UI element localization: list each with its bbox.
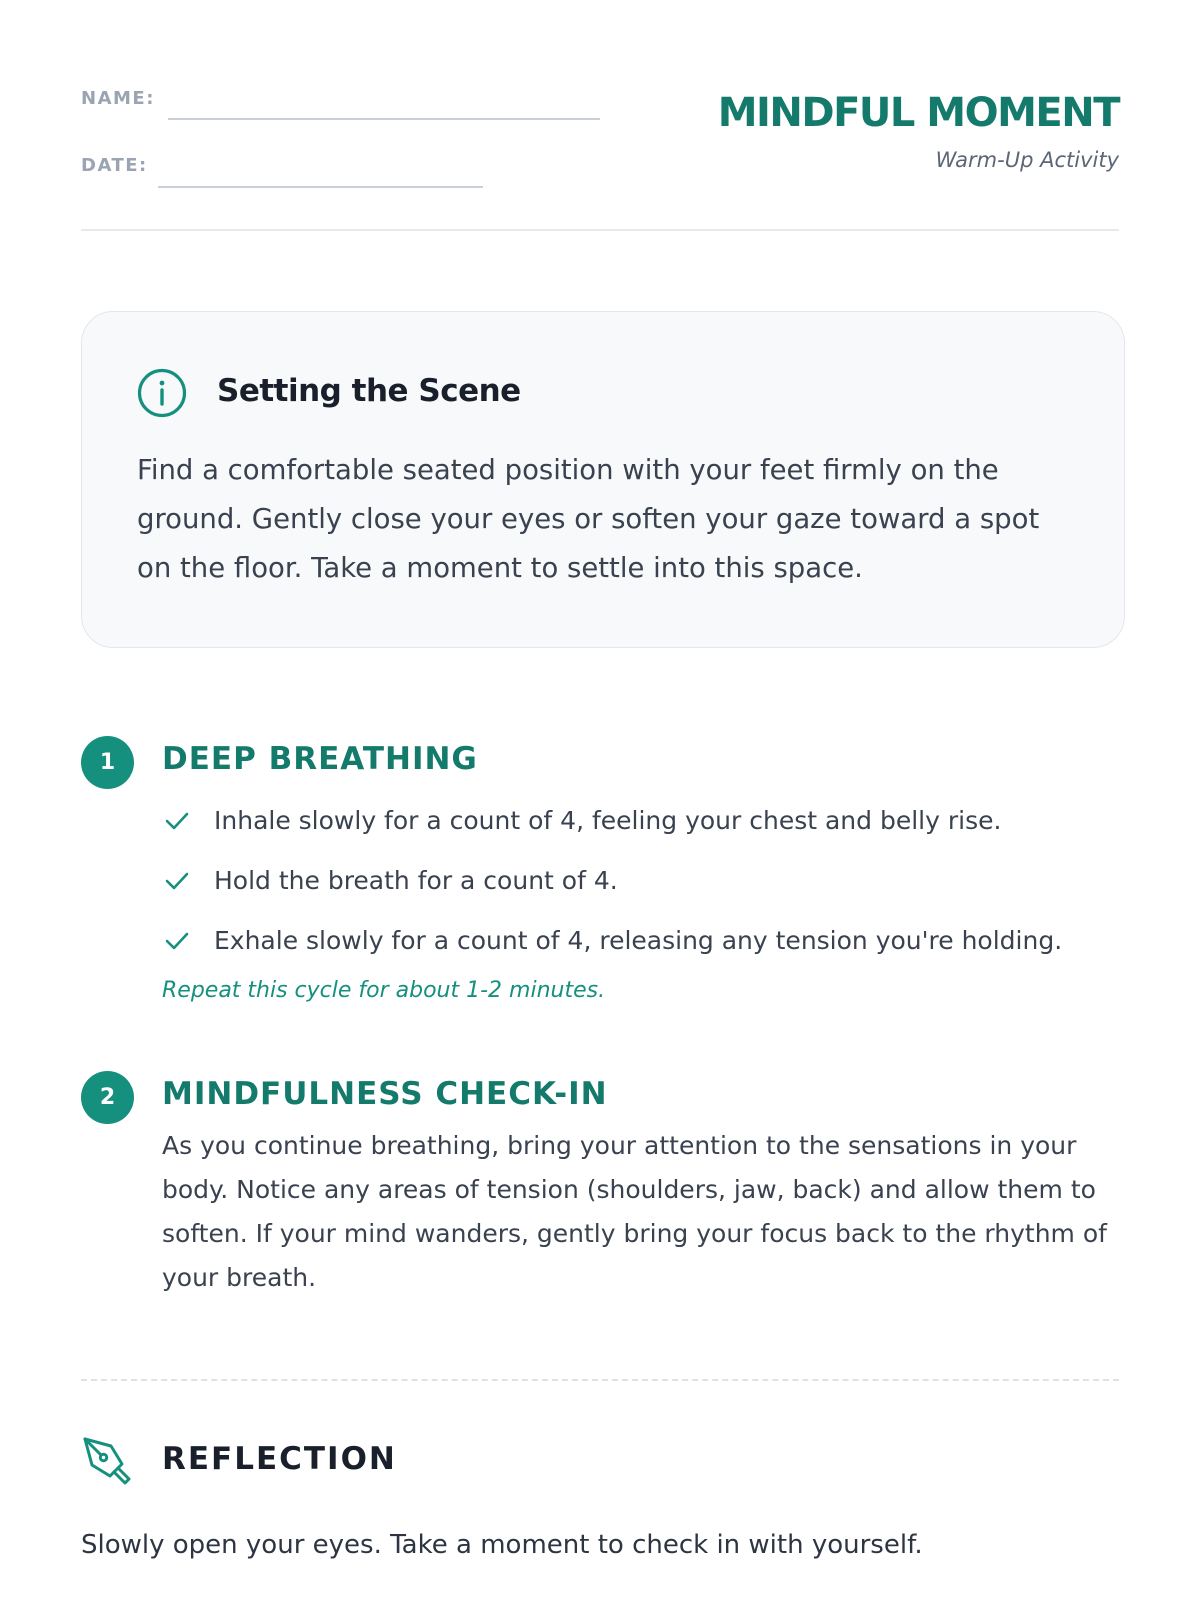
reflection-text: Slowly open your eyes. Take a moment to check in with yourself. [81, 1530, 923, 1560]
step-number-badge: 1 [81, 736, 134, 789]
list-item-text: Hold the breath for a count of 4. [214, 865, 618, 895]
list-item [162, 860, 618, 900]
list-item [162, 800, 1001, 840]
list-item-text: Exhale slowly for a count of 4, releasing any tension you're holding. [214, 925, 1063, 955]
scene-title: Setting the Scene [217, 373, 521, 409]
list-item-text: Inhale slowly for a count of 4, feeling your chest and belly rise. [214, 805, 1002, 835]
header-divider [81, 229, 1119, 231]
scene-text: Find a comfortable seated position with your feet firmly on the ground. Gently close your eyes or soften your gaze toward a spot on the floor. Take a moment to settle into this space. [137, 454, 1040, 584]
check-icon [162, 805, 192, 835]
reflection-title: REFLECTION [162, 1441, 397, 1477]
check-icon [162, 925, 192, 955]
section-title-deep-breathing: DEEP BREATHING [162, 741, 478, 777]
list-item [162, 920, 1062, 960]
page-title: MINDFUL MOMENT [717, 90, 1119, 136]
scene-card [81, 311, 1125, 648]
page-subtitle: Warm-Up Activity [935, 148, 1119, 172]
check-in-text: As you continue breathing, bring your attention to the sensations in your body. Notice any areas of tension (shoulders, jaw, back) and allow them to soften. If your mind wanders, gently bring your focus back to the rhythm of your breath. [162, 1131, 1107, 1292]
repeat-note: Repeat this cycle for about 1-2 minutes. [162, 978, 606, 1003]
date-label: DATE: [81, 155, 148, 176]
section-title-mindfulness-check-in: MINDFULNESS CHECK-IN [162, 1076, 608, 1112]
name-line[interactable] [168, 118, 600, 120]
pen-nib-icon [81, 1435, 133, 1487]
name-label: NAME: [81, 88, 155, 109]
check-icon [162, 865, 192, 895]
info-icon [137, 368, 187, 418]
step-number-badge: 2 [81, 1071, 134, 1124]
date-line[interactable] [158, 186, 483, 188]
section-divider [81, 1379, 1119, 1381]
